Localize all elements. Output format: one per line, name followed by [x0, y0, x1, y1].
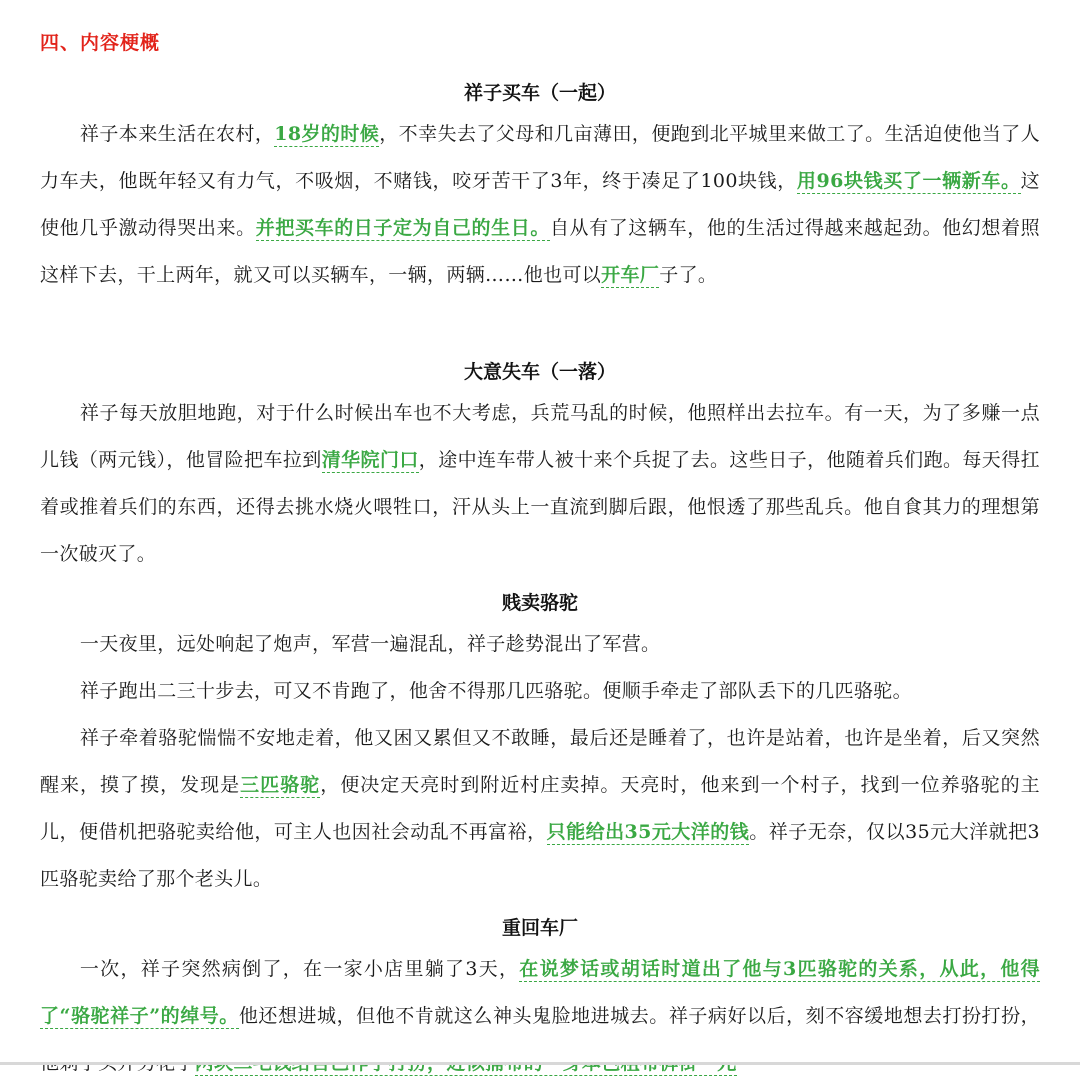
highlighted-text: 18岁的时候: [274, 123, 380, 145]
heading-lose-cart: 大意失车（一落）: [463, 361, 616, 383]
text-segment: 子了。: [659, 264, 718, 286]
text-segment: ，途中连车带人被十来个兵捉了去。这些日子，他随着兵们跑。每天得扛着或推着兵们的东西，还得去挑水烧火喂牲口，汗从头上一直流到脚后跟，他恨透了那些乱兵。他自食其力的理想第一次破灭了。: [40, 449, 1040, 565]
paragraph-take-camels: [40, 668, 1040, 715]
text-segment: ，便决定天亮时到附近村庄卖掉。天亮时，他来到一个村子，找到一位养骆驼的主儿，便借机把骆驼卖给他，可主人也因社会动乱不再富裕，: [40, 774, 1040, 843]
text-segment: 祥子牵着骆驼惴惴不安地走着，他又困又累但又不敢睡，最后还是睡着了，也许是站着，也许是坐着，后又突然醒来，摸了摸，发现是: [40, 727, 1040, 796]
section-title: 四、内容梗概: [40, 32, 161, 54]
text-segment: 自从有了这辆车，他的生活过得越来越起劲。他幻想着照这样下去，干上两年，就又可以买辆车，一辆，两辆……他也可以: [40, 217, 1040, 286]
highlighted-text: 开车厂: [601, 264, 660, 286]
heading-return-depot: 重回车厂: [501, 917, 578, 939]
highlighted-text: 三匹骆驼: [240, 774, 321, 796]
text-segment: 一次，祥子突然病倒了，在一家小店里躺了3天，: [79, 958, 520, 980]
text-segment: 。祥子无奈，仅以35元大洋就把3匹骆驼卖给了那个老头儿。: [40, 821, 1040, 890]
paragraph-return-depot: [40, 946, 1040, 1087]
text-segment: 他还想进城，但他不肯就这么神头鬼脸地进城去。祥子病好以后，刻不容缓地想去打扮打扮，: [238, 1005, 1040, 1027]
text-segment: 祥子每天放胆地跑，对于什么时候出车也不大考虑，兵荒马乱的时候，他照样出去拉车。有一天，为了多赚一点儿钱（两元钱），他冒险把车拉到: [40, 402, 1040, 471]
highlighted-text: 并把买车的日子定为自己的生日。: [255, 217, 550, 239]
highlighted-text: 清华院门口: [321, 449, 419, 471]
text-segment: 一天夜里，远处响起了炮声，军营一遍混乱，祥子趁势混出了军营。: [79, 633, 661, 655]
paragraph-sell-camels: [40, 715, 1040, 903]
paragraph-lose-cart: [40, 390, 1040, 578]
text-segment: 祥子跑出二三十步去，可又不肯跑了，他舍不得那几匹骆驼。便顺手牵走了部队丢下的几匹骆驼。: [79, 680, 912, 702]
text-segment: ，不幸失去了父母和几亩薄田，便跑到北平城里来做工了。生活迫使他当了人力车夫，他既年轻又有力气，不吸烟，不赌钱，咬牙苦干了3年，终于凑足了100块钱，: [40, 123, 1040, 192]
heading-buy-cart: 祥子买车（一起）: [463, 82, 616, 104]
text-segment: 这使他几乎激动得哭出来。: [40, 170, 1040, 239]
highlighted-text: 只能给出35元大洋的钱: [546, 821, 750, 843]
heading-sell-camels: 贱卖骆驼: [501, 592, 578, 614]
text-segment: 祥子本来生活在农村，: [79, 123, 275, 145]
paragraph-escape: [40, 621, 1040, 668]
highlighted-text: 用96块钱买了一辆新车。: [796, 170, 1021, 192]
highlighted-text: 在说梦话或胡话时道出了他与3匹骆驼的关系，从此，他得了“骆驼祥子”的绰号。: [40, 958, 1040, 1027]
paragraph-buy-cart: [40, 111, 1040, 299]
